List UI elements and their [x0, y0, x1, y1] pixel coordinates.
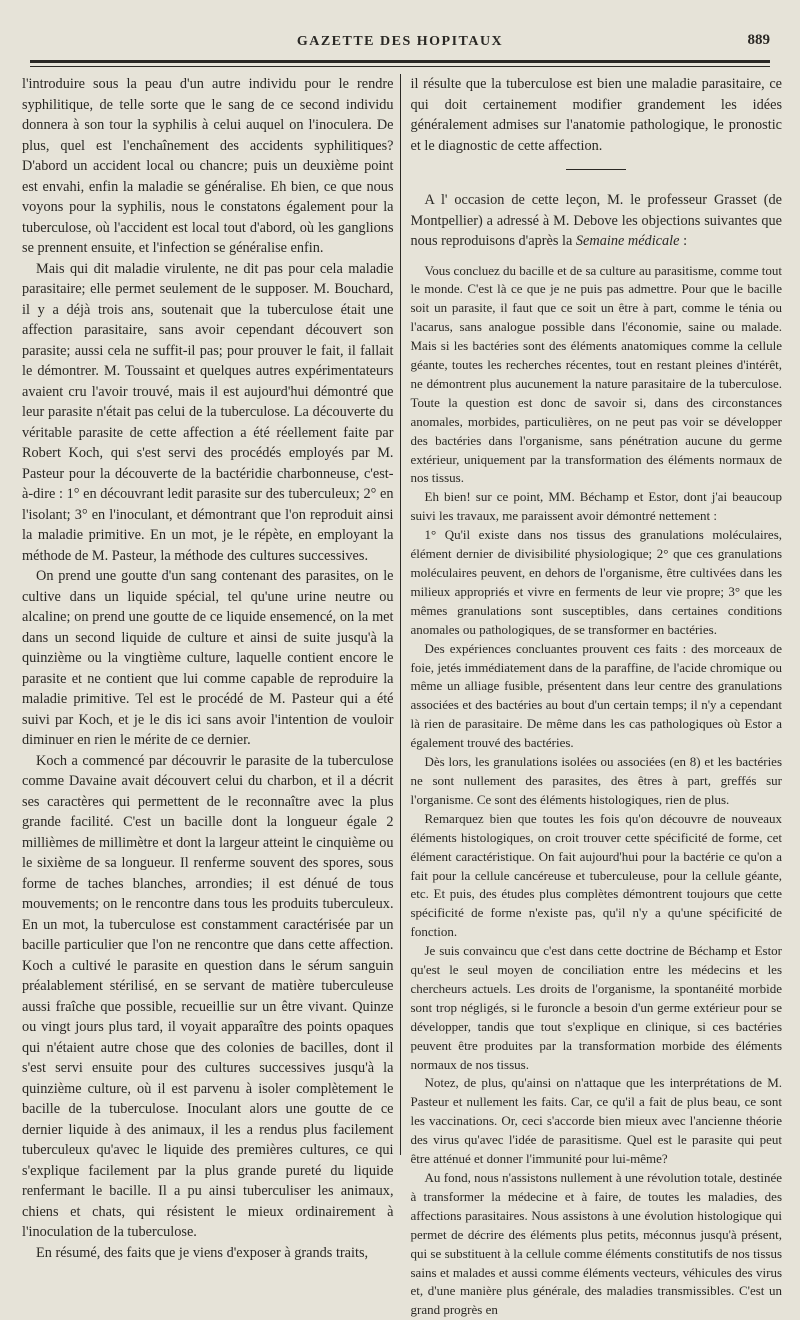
paragraph: il résulte que la tuberculose est bien une maladie parasitaire, ce qui doit certainement modifier grandement les idées généralement admises sur l'anatomie pathologique, le pronostic et le diagnostic de cette affection. — [410, 76, 783, 154]
left-column — [22, 74, 400, 1261]
paragraph: Mais qui dit maladie virulente, ne dit pas pour cela maladie parasitaire; elle permet seulement de le supposer. M. Bouchard, il y a déjà trois ans, soutenait que la tuberculose était une affection parasitaire, sans avoir cependant découvert son parasite; aussi cela ne suffit-il pas; pour prouver le fait, il fallait le démontrer. M. Toussaint et quelques autres expérimentateurs avaient cru l'avoir trouvé, mais il est aujourd'hui démontré que leur parasite n'était pas celui de la tuberculose. La découverte du véritable parasite de cette affection a été réellement faite par Robert Koch, qui s'est servi des procédés employés par M. Pasteur pour la découverte de la bactéridie charbonneuse, c'est-à-dire : 1° en découvrant ledit parasite sur des tuberculeux; 2° en l'isolant; 3° en l'inoculant, et démontrant que l'on reproduit ainsi la maladie primitive. En un mot, je le répète, en employant la méthode de M. Pasteur, la méthode des cultures successives. — [22, 260, 394, 564]
intro-paragraph — [411, 190, 783, 252]
source-title: Semaine médicale — [575, 233, 680, 249]
quoted-paragraph: Je suis convaincu que c'est dans cette doctrine de Béchamp et Estor qu'est le seul moyen de conciliation entre les médecins et les chercheurs actuels. Les droits de l'organisme, la spontanéité morbide sont trop négligés, si le furoncle a besoin d'un germe extérieur pour se développer, tandis que tout s'explique en clinique, si ces bactéries peuvent être produites par la transformation morbide des éléments normaux de nos tissus. — [410, 943, 783, 1072]
page-number: 889 — [747, 32, 770, 48]
text-columns — [22, 74, 783, 1318]
intro-colon: : — [679, 233, 688, 249]
quoted-paragraph: Notez, de plus, qu'ainsi on n'attaque que les interprétations de M. Pasteur et nullement les faits. Car, ce qu'il a fait de plus beau, ce sont les vaccinations. Or, ceci s'accorde bien mieux avec l'ancienne théorie des virus qu'avec l'idée de parasitisme. Quel est le parasite qui peut être atténué et donner l'immunité pour lui-même? — [410, 1075, 783, 1167]
paragraph: l'introduire sous la peau d'un autre individu pour le rendre syphilitique, de telle sorte que le sang de ce second individu donnera à son tour la syphilis à celui auquel on l'inoculera. De plus, quel est l'enchaînement des accidents syphilitiques? D'abord un accident local ou chancre; puis un deuxième point est envahi, enfin la maladie se généralise. Eh bien, ce que nous voyons pour la syphilis, nous le constatons également pour la tuberculose, où l'accident est local tout d'abord, où les ganglions se prennent ensuite, et l'infection se généralise enfin. — [22, 76, 394, 256]
quoted-paragraph: Eh bien! sur ce point, MM. Béchamp et Estor, dont j'ai beaucoup suivi les travaux, me paraissent avoir démontré nettement : — [410, 489, 783, 524]
paragraph: Koch a commencé par découvrir le parasite de la tuberculose comme Davaine avait découvert celui du charbon, et il a décrit ses caractères qui permettent de le reconnaître avec la plus grande facilité. C'est un bacille dont la longueur égale 2 millièmes de millimètre et dont la largeur atteint le cinquième ou le sixième de sa longueur. Il renferme souvent des spores, sous forme de taches blanches, arrondies; il est dénué de tous mouvements; on le rencontre dans tous les produits tuberculeux. En un mot, la tuberculose est constamment caractérisée par un bacille particulier que l'on ne rencontre que dans cette affection. Koch a cultivé le parasite en question dans le sérum sanguin préalablement stérilisé, en se servant de matière tuberculeuse aussi fraîche que possible, recueillie sur un être vivant. Quinze ou vingt jours plus tard, il voyait apparaître des points opaques qui n'étaient autre chose que des colonies de bacilles, dont il s'est servi ensuite pour des cultures successives jusqu'à la quinzième culture, où il est parvenu à isoler complètement le bacille de la tuberculose. Inoculant alors une goutte de ce dernier liquide à des animaux, il les a rendus plus facilement tuberculeux qu'avec le liquide des premières cultures, ce qui s'explique facilement par la plus grande pureté du liquide renfermant le bacille. Il a pu ainsi tuberculiser les animaux, chiens et chats, qui résistent le mieux ordinairement à l'inoculation de la tuberculose. — [22, 752, 394, 1240]
header-rule-thick — [30, 60, 770, 63]
section-separator — [566, 169, 626, 170]
paragraph: En résumé, des faits que je viens d'exposer à grands traits, — [36, 1244, 369, 1261]
page-header — [30, 30, 770, 54]
quoted-paragraph: 1° Qu'il existe dans nos tissus des granulations moléculaires, élément dernier de divisibilité physiologique; 2° que ces granulations moléculaires peuvent, en dehors de l'organisme, être cultivées dans les milieux appropriés et vivre en ferments de leur vie propre; 3° que les mêmes granulations sont susceptibles, dans certaines conditions anomales ou pathologiques, de se transformer en bactéries. — [410, 527, 783, 637]
quoted-paragraph: Des expériences concluantes prouvent ces faits : des morceaux de foie, jetés immédiatement dans de la paraffine, de l'acide chromique ou même un alliage fusible, présentent dans leur centre des granulations associées et des bactéries au bout d'un certain temps; il n'y a cependant là rien de parasitaire. De même dans les cas pathologiques où Estor a également trouvé des bactéries. — [410, 640, 783, 751]
spacer — [411, 252, 783, 262]
quoted-paragraph: Vous concluez du bacille et de sa culture au parasitisme, comme tout le monde. C'est là ce que je ne puis pas admettre. Pour que le bacille soit un parasite, il faut que ce soit un être à part, comme le ténia ou l'acarus, sans analogue possible dans l'économie, saine ou malade. Mais si les bactéries sont des éléments anatomiques comme la cellule géante, toutes les recherches récentes, tout en restant pleines d'intérêt, ne démontrent plus aucunement la nature parasitaire de la tuberculose. Toute la question est donc de savoir si, dans des circonstances anomales, morbides, particulières, on ne peut pas voir se développer des bactéries dans l'organisme, sans pénétration aucune du germe extérieur, uniquement par la transformation des éléments normaux de nos tissus. — [410, 262, 783, 486]
quoted-paragraph: Au fond, nous n'assistons nullement à une révolution totale, destinée à transformer la médecine et à faire, de toutes les maladies, des affections parasitaires. Nous assistons à une évolution histologique qui permet de décrire des éléments plus petits, méconnus jusqu'à présent, qui se substituent à la cellule comme éléments constitutifs de nos tissus sains et malades et aussi comme éléments vecteurs, véhicules des virus et, d'une manière plus générale, des maladies transmissibles. C'est un grand progrès en — [410, 1170, 783, 1318]
quoted-paragraph: Remarquez bien que toutes les fois qu'on découvre de nouveaux éléments histologiques, on croit trouver cette spécificité de forme, cet élément caractéristique. On fait aujourd'hui pour la bactérie ce qu'on a fait pour la cellule cancéreuse et tuberculeuse, pour la cellule géante, etc. Et puis, des études plus complètes démontrent toujours que cette spécificité de forme n'existe pas, qu'il n'y a qu'une spécificité de fonction. — [410, 810, 783, 940]
right-column — [401, 74, 783, 1318]
paragraph: On prend une goutte d'un sang contenant des parasites, on le cultive dans un liquide spécial, tel qu'une urine neutre ou alcaline; on prend une goutte de ce liquide ensemencé, on la met dans un second liquide de culture et ainsi de suite jusqu'à la quinzième ou la vingtième culture, laquelle contient encore le parasite et ne contient que lui comme capable de reproduire la maladie primitive. Tel est le procédé de M. Pasteur qui a été suivi par Koch, et je le dis ici sans avoir l'intention de vouloir diminuer en rien le mérite de ce dernier. — [22, 568, 394, 748]
journal-title: GAZETTE DES HOPITAUX — [296, 34, 504, 49]
intro-text: A l' occasion de cette leçon, M. le professeur Grasset (de Montpellier) a adressé à M. Debove les objections suivantes que nous reproduisons d'après la — [410, 192, 783, 249]
quoted-paragraph: Dès lors, les granulations isolées ou associées (en 8) et les bactéries ne sont nullement des parasites, des êtres à part, greffés sur l'organisme. Ce sont des éléments histologiques, rien de plus. — [410, 754, 783, 807]
header-rule-thin — [30, 66, 770, 67]
